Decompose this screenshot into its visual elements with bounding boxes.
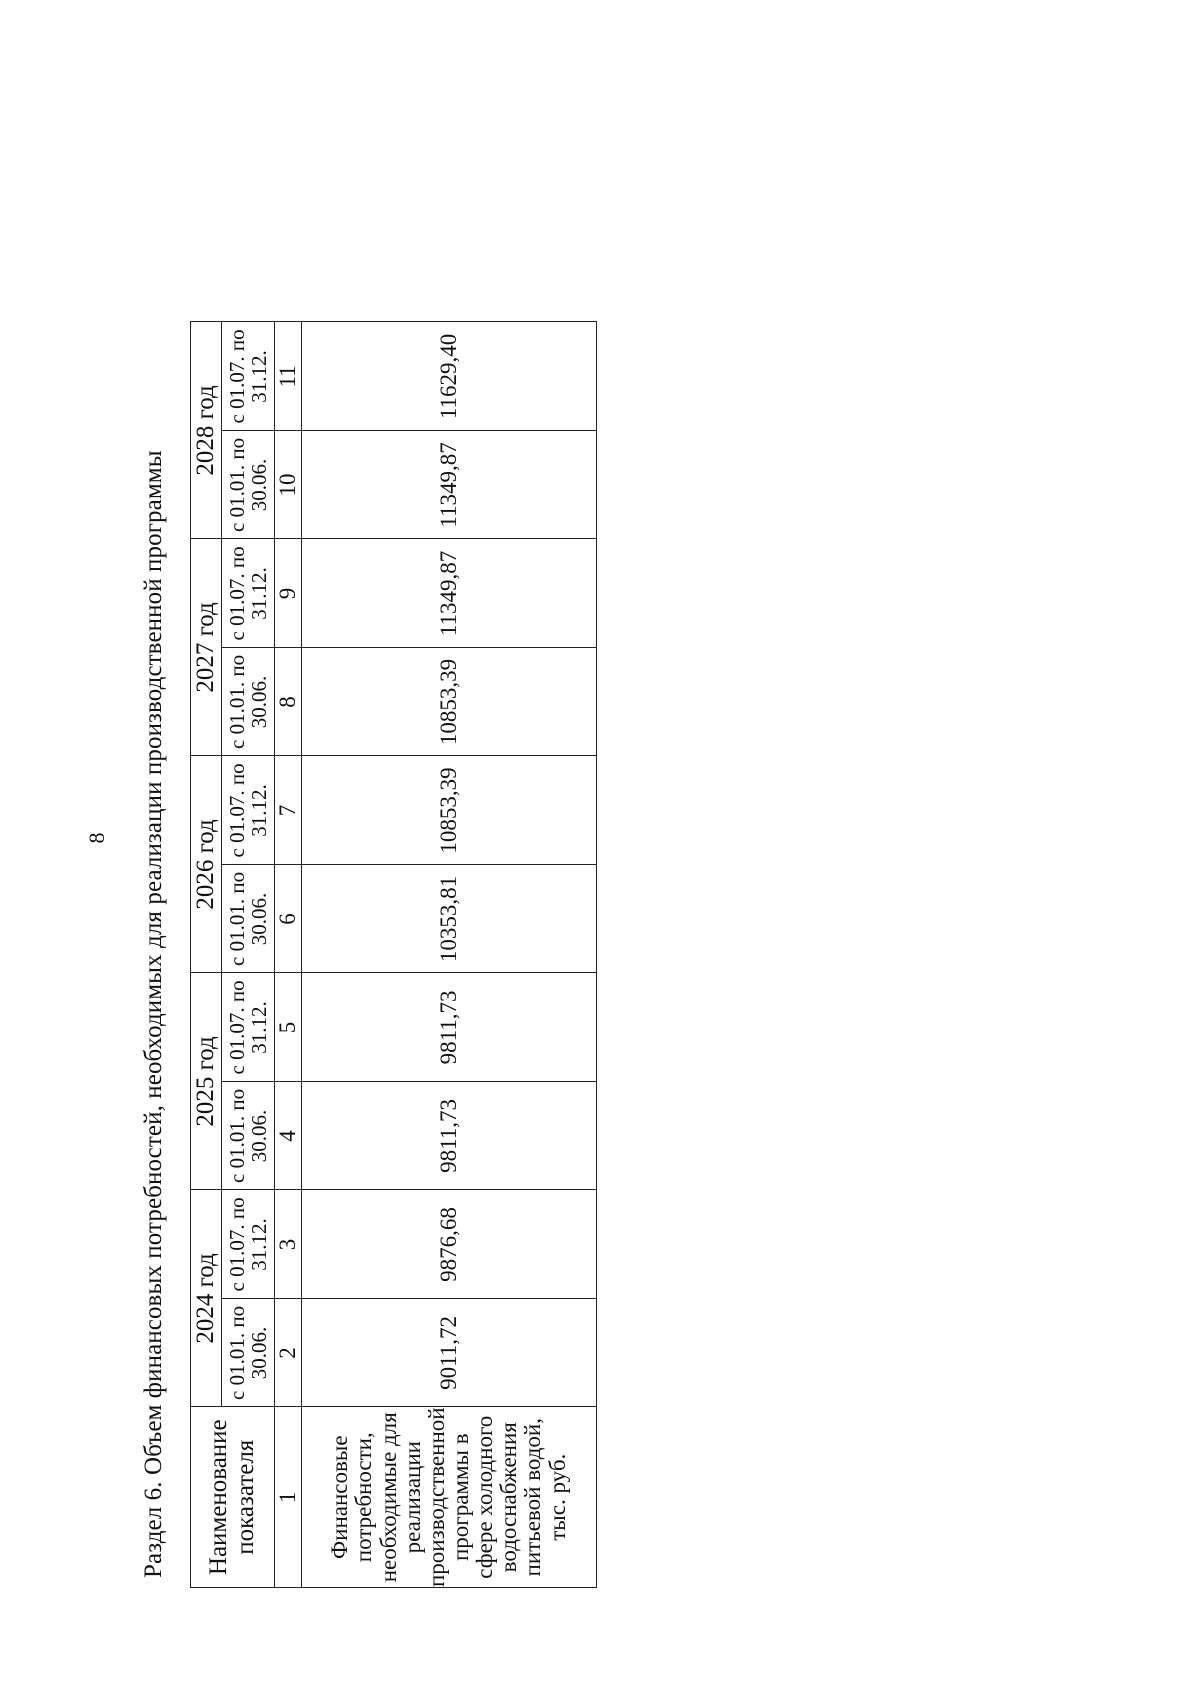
- column-number: 4: [275, 1082, 302, 1190]
- column-number: 1: [275, 1407, 302, 1588]
- value-cell: 10853,39: [302, 648, 597, 756]
- period-header: с 01.07. по 31.12.: [222, 539, 275, 648]
- period-header: с 01.07. по 31.12.: [222, 1190, 275, 1299]
- financial-needs-table: [190, 321, 597, 1588]
- year-header-2025: 2025 год: [191, 973, 222, 1190]
- period-header: с 01.01. по 30.06.: [222, 865, 275, 973]
- column-number: 6: [275, 865, 302, 973]
- year-header-2024: 2024 год: [191, 1190, 222, 1407]
- column-number: 8: [275, 648, 302, 756]
- indicator-row-label: Финансовые потребности, необходимые для реализации производственной программы в сфере холодного водоснабжения питьевой водой, тыс. руб.: [302, 1407, 597, 1588]
- column-number: 10: [275, 431, 302, 539]
- value-cell: 11629,40: [302, 322, 597, 431]
- period-header: с 01.07. по 31.12.: [222, 322, 275, 431]
- period-header: с 01.01. по 30.06.: [222, 1082, 275, 1190]
- period-header: с 01.01. по 30.06.: [222, 648, 275, 756]
- column-number: 9: [275, 539, 302, 648]
- value-cell: 10353,81: [302, 865, 597, 973]
- period-header: с 01.07. по 31.12.: [222, 973, 275, 1082]
- period-header: с 01.07. по 31.12.: [222, 756, 275, 865]
- indicator-header: Наименование показателя: [191, 1407, 275, 1588]
- value-cell: 9811,73: [302, 973, 597, 1082]
- column-number: 7: [275, 756, 302, 865]
- page-number: 8: [84, 832, 109, 844]
- value-cell: 9011,72: [302, 1299, 597, 1407]
- section-title: Раздел 6. Объем финансовых потребностей, необходимых для реализации производственной программы: [140, 450, 167, 1578]
- value-cell: 11349,87: [302, 431, 597, 539]
- column-number: 3: [275, 1190, 302, 1299]
- value-cell: 9811,73: [302, 1082, 597, 1190]
- period-header: с 01.01. по 30.06.: [222, 1299, 275, 1407]
- year-header-2026: 2026 год: [191, 756, 222, 973]
- value-cell: 9876,68: [302, 1190, 597, 1299]
- period-header: с 01.01. по 30.06.: [222, 431, 275, 539]
- column-number: 5: [275, 973, 302, 1082]
- column-number: 11: [275, 322, 302, 431]
- year-header-2027: 2027 год: [191, 539, 222, 756]
- value-cell: 11349,87: [302, 539, 597, 648]
- value-cell: 10853,39: [302, 756, 597, 865]
- year-header-2028: 2028 год: [191, 322, 222, 539]
- column-number: 2: [275, 1299, 302, 1407]
